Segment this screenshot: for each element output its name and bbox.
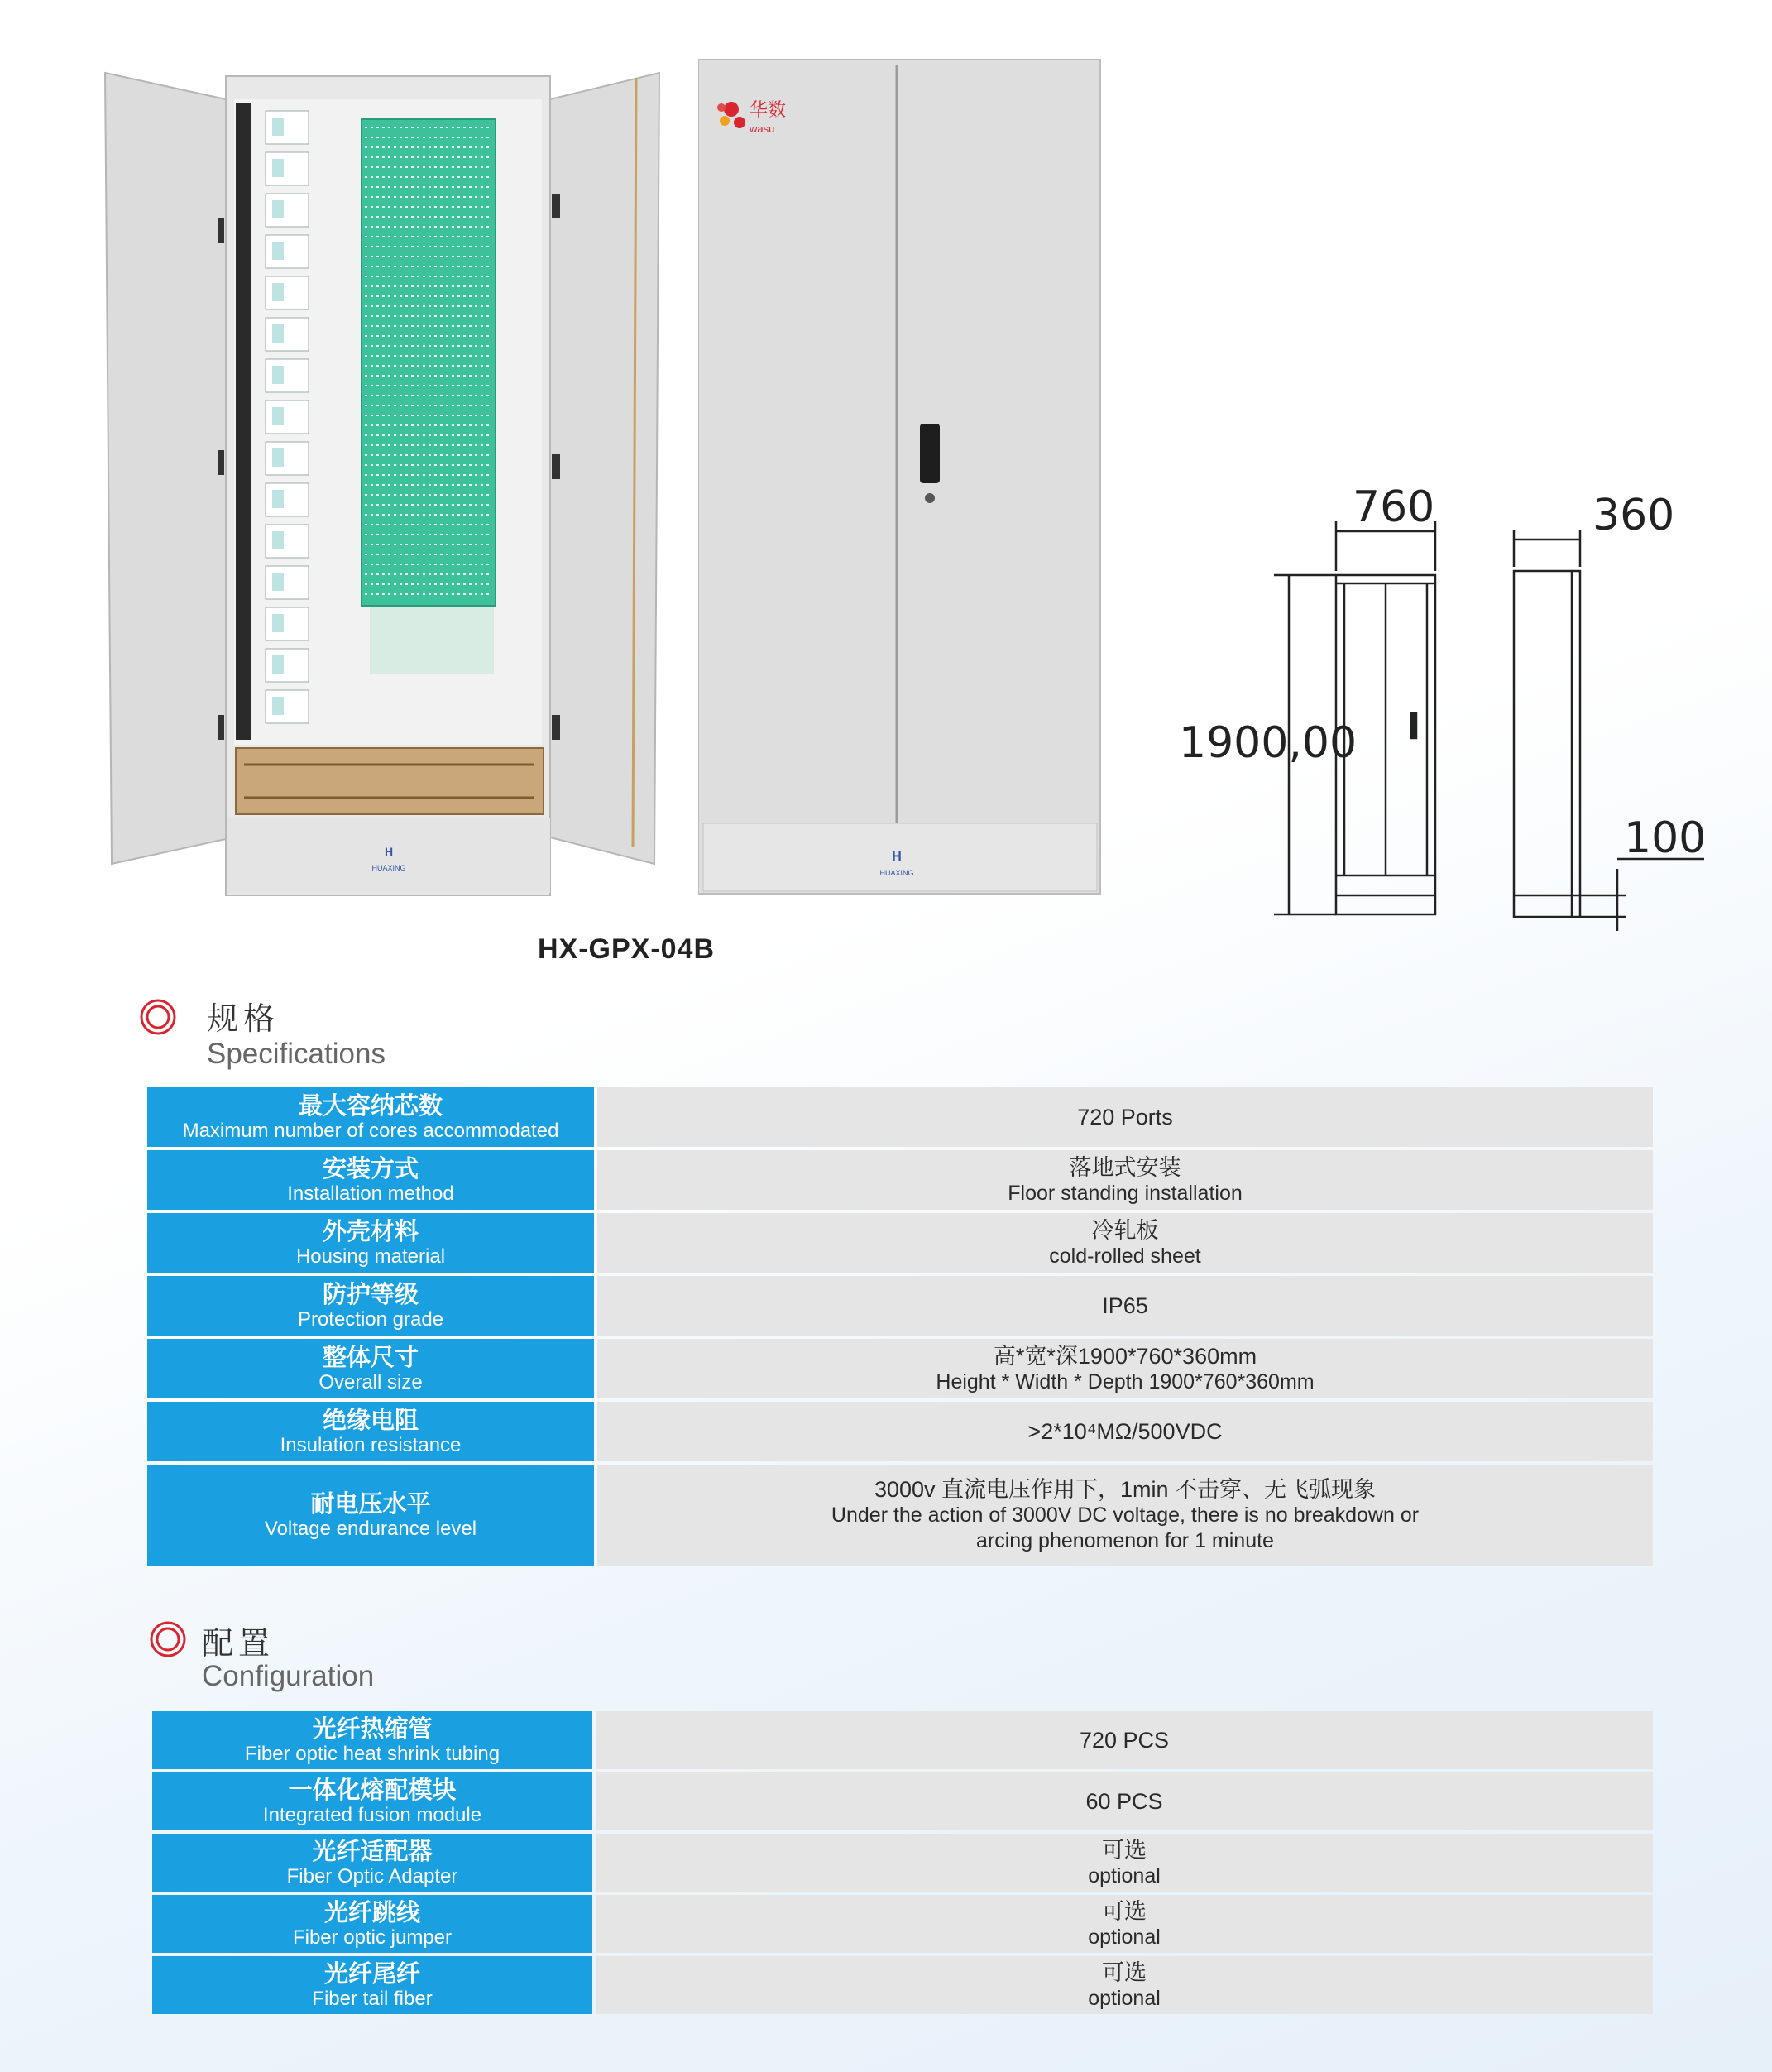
row-label-en: Insulation resistance <box>280 1433 462 1456</box>
svg-text:100: 100 <box>1624 813 1707 863</box>
row-value-line: arcing phenomenon for 1 minute <box>976 1529 1274 1552</box>
row-label <box>152 1711 592 1769</box>
row-label-en: Protection grade <box>297 1307 444 1331</box>
row-label <box>147 1339 594 1398</box>
row-value <box>597 1213 1653 1273</box>
row-label-en: Maximum number of cores accommodated <box>182 1119 559 1142</box>
row-value-line: 可选 <box>1102 1899 1147 1924</box>
table-row <box>147 1213 1653 1273</box>
row-value <box>597 1339 1653 1398</box>
row-label-en: Fiber optic jumper <box>292 1926 453 1949</box>
table-row <box>147 1339 1653 1398</box>
row-label <box>147 1213 594 1273</box>
row-label <box>147 1402 594 1461</box>
row-value-line: cold-rolled sheet <box>1049 1245 1201 1268</box>
table-row <box>152 1956 1653 2014</box>
row-label <box>147 1150 594 1210</box>
row-value-line: Floor standing installation <box>1008 1182 1243 1205</box>
row-label <box>147 1276 594 1336</box>
specifications-title-en: Specifications <box>207 1038 386 1070</box>
row-value <box>596 1834 1653 1892</box>
svg-text:760: 760 <box>1353 482 1435 532</box>
row-label-en: Housing material <box>295 1245 446 1268</box>
configuration-title-cn: 配置 <box>202 1627 275 1662</box>
row-value <box>596 1895 1653 1953</box>
table-row <box>152 1895 1653 1953</box>
svg-text:H: H <box>384 845 394 858</box>
table-row <box>152 1834 1653 1892</box>
row-label-en: Voltage endurance level <box>264 1517 477 1540</box>
row-label-cn: 耐电压水平 <box>310 1490 431 1518</box>
row-value-line: optional <box>1088 1926 1161 1949</box>
row-label-en: Integrated fusion module <box>262 1803 482 1826</box>
row-value-line: Height * Width * Depth 1900*760*360mm <box>936 1370 1315 1393</box>
row-label <box>152 1895 592 1953</box>
row-label <box>152 1956 592 2014</box>
row-label <box>152 1772 592 1830</box>
row-label-cn: 一体化熔配模块 <box>288 1777 457 1804</box>
table-row <box>152 1772 1653 1830</box>
row-value-line: optional <box>1088 1987 1161 2010</box>
open-cabinet-photo <box>103 70 666 900</box>
row-value-line: 可选 <box>1102 1960 1147 1985</box>
specifications-title-cn: 规格 <box>207 1002 280 1037</box>
row-label-cn: 外壳材料 <box>322 1218 419 1245</box>
row-value <box>597 1087 1653 1147</box>
table-row <box>147 1150 1653 1210</box>
row-label-cn: 最大容纳芯数 <box>298 1092 443 1120</box>
row-value-line: 高*宽*深1900*760*360mm <box>993 1344 1257 1369</box>
svg-text:H: H <box>892 850 902 864</box>
row-label-cn: 整体尺寸 <box>322 1344 419 1371</box>
table-row <box>147 1465 1653 1566</box>
row-value-line: Under the action of 3000V DC voltage, there is no breakdown or <box>831 1504 1420 1527</box>
configuration-title-en: Configuration <box>202 1660 375 1692</box>
configuration-table <box>152 1711 1653 2022</box>
svg-text:1900,00: 1900,00 <box>1179 718 1358 768</box>
dimension-drawing <box>1166 472 1712 943</box>
svg-text:wasu: wasu <box>750 122 775 135</box>
row-value-line: 落地式安装 <box>1069 1155 1181 1180</box>
table-row <box>152 1711 1653 1769</box>
target-icon <box>149 1620 187 1658</box>
row-value-line: 冷轧板 <box>1091 1218 1159 1243</box>
row-label-cn: 防护等级 <box>322 1281 419 1308</box>
row-label-en: Fiber optic heat shrink tubing <box>244 1742 500 1765</box>
row-label-en: Installation method <box>287 1182 454 1205</box>
row-value-line: >2*10⁴MΩ/500VDC <box>1027 1419 1223 1444</box>
row-label <box>147 1087 594 1147</box>
row-value-line: 720 PCS <box>1079 1728 1170 1753</box>
row-value <box>597 1465 1653 1566</box>
row-value-line: 3000v 直流电压作用下，1min 不击穿、无飞弧现象 <box>874 1477 1377 1502</box>
row-value-line: 60 PCS <box>1085 1789 1163 1814</box>
row-value <box>597 1276 1653 1336</box>
svg-text:360: 360 <box>1592 491 1675 540</box>
row-label-cn: 光纤尾纤 <box>323 1960 420 1988</box>
row-label-cn: 绝缘电阻 <box>322 1407 419 1434</box>
row-value <box>596 1772 1653 1830</box>
row-label-cn: 光纤跳线 <box>323 1899 420 1926</box>
specifications-table <box>147 1087 1653 1566</box>
row-value <box>597 1150 1653 1210</box>
row-label-en: Overall size <box>318 1370 423 1393</box>
table-row <box>147 1402 1653 1461</box>
row-label-cn: 光纤热缩管 <box>312 1715 433 1743</box>
svg-text:HUAXING: HUAXING <box>371 864 406 872</box>
row-value-line: IP65 <box>1102 1293 1148 1318</box>
row-label-cn: 安装方式 <box>322 1155 419 1182</box>
row-label <box>152 1834 592 1892</box>
closed-cabinet-photo <box>698 58 1104 895</box>
row-value <box>596 1711 1653 1769</box>
row-value-line: 可选 <box>1102 1838 1147 1863</box>
row-label-en: Fiber Optic Adapter <box>286 1864 458 1887</box>
row-value <box>596 1956 1653 2014</box>
row-label-cn: 光纤适配器 <box>312 1838 433 1865</box>
row-value-line: 720 Ports <box>1077 1105 1173 1130</box>
table-row <box>147 1087 1653 1147</box>
row-label-en: Fiber tail fiber <box>312 1987 433 2010</box>
row-value <box>597 1402 1653 1461</box>
target-icon <box>139 998 177 1036</box>
row-value-line: optional <box>1088 1864 1161 1887</box>
svg-text:华数: 华数 <box>750 100 787 121</box>
table-row <box>147 1276 1653 1336</box>
row-label <box>147 1465 594 1566</box>
model-label: HX-GPX-04B <box>538 933 716 965</box>
svg-text:HUAXING: HUAXING <box>879 869 914 877</box>
